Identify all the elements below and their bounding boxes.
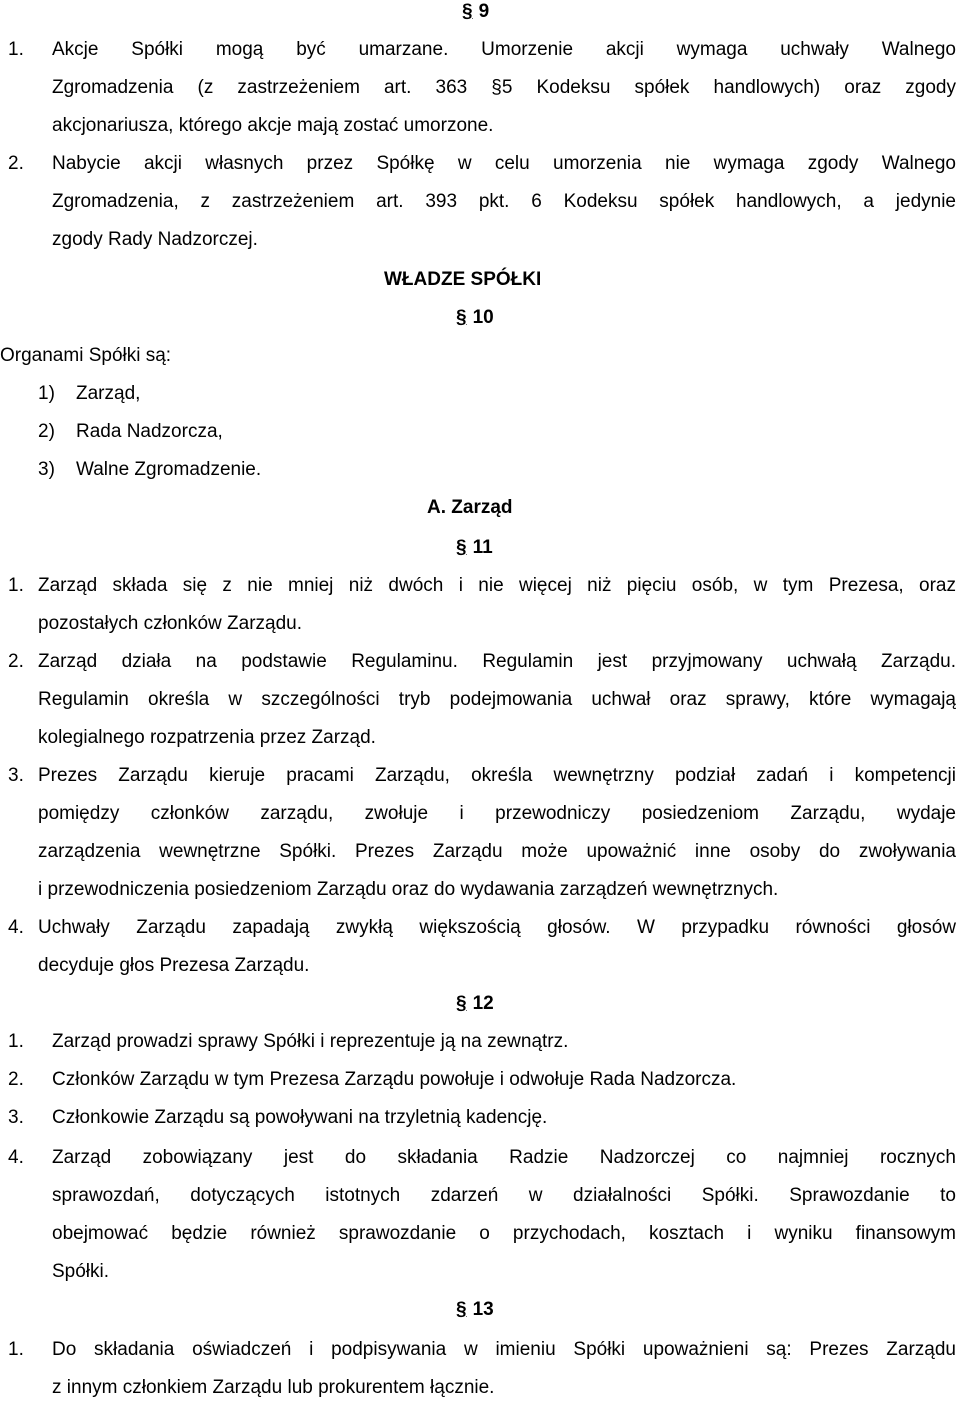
par11-1-line: Zarząd składa się z nie mniej niż dwóch i nie więcej niż pięciu osób, w tym Prezesa, oraz: [38, 575, 956, 596]
par11-2-number: 2.: [8, 651, 24, 672]
par12-1-line: Zarząd prowadzi sprawy Spółki i reprezentuje ją na zewnątrz.: [52, 1031, 569, 1052]
par12-3-line: Członkowie Zarządu są powoływani na trzyletnią kadencję.: [52, 1107, 548, 1128]
organ-item-text: Rada Nadzorcza,: [76, 421, 223, 442]
par11-3-line: Prezes Zarządu kieruje pracami Zarządu, określa wewnętrzny podział zadań i kompetencji: [38, 765, 956, 786]
par13-1-line: Do składania oświadczeń i podpisywania w imieniu Spółki upoważnieni są: Prezes Zarządu: [52, 1339, 956, 1360]
par9-1-line: akcjonariusza, którego akcje mają zostać umorzone.: [52, 115, 494, 136]
par11-3-line: zarządzenia wewnętrzne Spółki. Prezes Zarządu może upoważnić inne osoby do zwoływania: [38, 841, 956, 862]
par12-4-line: obejmować będzie również sprawozdanie o przychodach, kosztach i wyniku finansowym: [52, 1223, 956, 1244]
par11-3-line: i przewodniczenia posiedzeniom Zarządu oraz do wydawania zarządzeń wewnętrznych.: [38, 879, 779, 900]
par13-1-line: z innym członkiem Zarządu lub prokurentem łącznie.: [52, 1377, 495, 1398]
section-12-heading: § 12: [456, 993, 494, 1014]
par9-2-line: zgody Rady Nadzorczej.: [52, 229, 258, 250]
par12-4-line: sprawozdań, dotyczących istotnych zdarzeń w działalności Spółki. Sprawozdanie to: [52, 1185, 956, 1206]
par12-4-line: Spółki.: [52, 1261, 110, 1282]
heading-zarzad: A. Zarząd: [427, 497, 513, 518]
par11-4-number: 4.: [8, 917, 24, 938]
par12-4-line: Zarząd zobowiązany jest do składania Radzie Nadzorczej co najmniej rocznych: [52, 1147, 956, 1168]
par12-1-number: 1.: [8, 1031, 24, 1052]
par11-2-line: Regulamin określa w szczególności tryb podejmowania uchwał oraz sprawy, które wymagają: [38, 689, 956, 710]
par12-2-line: Członków Zarządu w tym Prezesa Zarządu powołuje i odwołuje Rada Nadzorcza.: [52, 1069, 737, 1090]
organ-item-number: 3): [38, 459, 55, 480]
par11-2-line: Zarząd działa na podstawie Regulaminu. Regulamin jest przyjmowany uchwałą Zarządu.: [38, 651, 956, 672]
par12-2-number: 2.: [8, 1069, 24, 1090]
par11-1-number: 1.: [8, 575, 24, 596]
par11-1-line: pozostałych członków Zarządu.: [38, 613, 303, 634]
par12-4-number: 4.: [8, 1147, 24, 1168]
organs-intro: Organami Spółki są:: [0, 345, 172, 366]
section-11-heading: § 11: [456, 537, 493, 558]
par11-3-number: 3.: [8, 765, 24, 786]
par9-1-line: Akcje Spółki mogą być umarzane. Umorzenie akcji wymaga uchwały Walnego: [52, 39, 956, 60]
par12-3-number: 3.: [8, 1107, 24, 1128]
par9-2-number: 2.: [8, 153, 24, 174]
par9-2-line: Nabycie akcji własnych przez Spółkę w celu umorzenia nie wymaga zgody Walnego: [52, 153, 956, 174]
organ-item-text: Walne Zgromadzenie.: [76, 459, 262, 480]
par9-1-number: 1.: [8, 39, 24, 60]
organ-item-text: Zarząd,: [76, 383, 141, 404]
par11-2-line: kolegialnego rozpatrzenia przez Zarząd.: [38, 727, 376, 748]
heading-wladze-spolki: WŁADZE SPÓŁKI: [384, 269, 542, 290]
section-13-heading: § 13: [456, 1299, 494, 1320]
par9-2-line: Zgromadzenia, z zastrzeżeniem art. 393 pkt. 6 Kodeksu spółek handlowych, a jedynie: [52, 191, 956, 212]
section-9-heading: § 9: [462, 1, 490, 22]
par11-3-line: pomiędzy członków zarządu, zwołuje i przewodniczy posiedzeniom Zarządu, wydaje: [38, 803, 956, 824]
section-10-heading: § 10: [456, 307, 494, 328]
par9-1-line: Zgromadzenia (z zastrzeżeniem art. 363 §5 Kodeksu spółek handlowych) oraz zgody: [52, 77, 956, 98]
par13-1-number: 1.: [8, 1339, 24, 1360]
par11-4-line: Uchwały Zarządu zapadają zwykłą większością głosów. W przypadku równości głosów: [38, 917, 956, 938]
par11-4-line: decyduje głos Prezesa Zarządu.: [38, 955, 310, 976]
organ-item-number: 2): [38, 421, 55, 442]
organ-item-number: 1): [38, 383, 55, 404]
